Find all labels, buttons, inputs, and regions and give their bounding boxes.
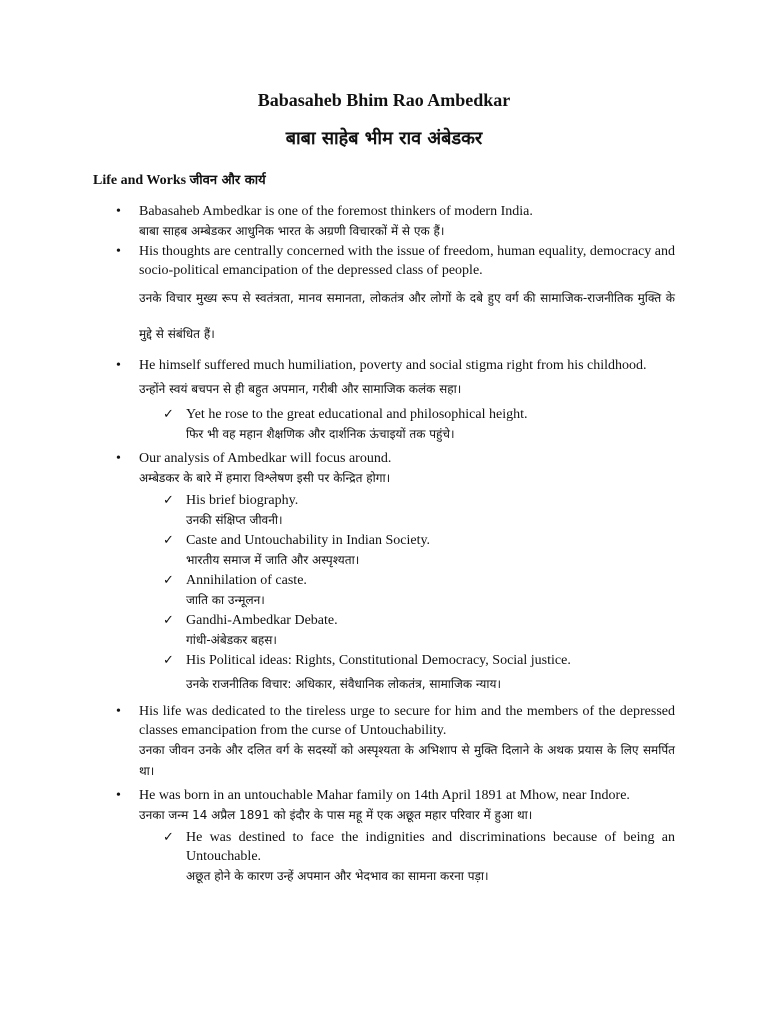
- bullet-text-english: He was born in an untouchable Mahar family on 14th April 1891 at Mhow, near Indore.: [139, 788, 630, 803]
- check-item: [139, 611, 675, 651]
- bullet-text-english: Babasaheb Ambedkar is one of the foremost thinkers of modern India.: [139, 204, 533, 219]
- check-text-english: Yet he rose to the great educational and philosophical height.: [186, 407, 528, 422]
- check-text-english: His Political ideas: Rights, Constitutional Democracy, Social justice.: [186, 653, 571, 668]
- bullet-item: [0, 702, 768, 782]
- checkmark-icon: ✓: [163, 493, 174, 508]
- bullet-item: [0, 202, 768, 242]
- bullet-text-hindi: उनका जन्म 14 अप्रैल 1891 को इंदौर के पास महू में एक अछूत महार परिवार में हुआ था।: [139, 808, 533, 822]
- check-text-hindi: उनकी संक्षिप्त जीवनी।: [186, 513, 283, 527]
- bullet-text-hindi: उनका जीवन उनके और दलित वर्ग के सदस्यों को अस्पृश्यता के अभिशाप से मुक्ति दिलाने के अथक प्रयास के लिए समर्पित था।: [139, 743, 675, 778]
- check-text-english: Gandhi-Ambedkar Debate.: [186, 613, 338, 628]
- section-heading-english: Life and Works: [93, 173, 187, 188]
- checkmark-icon: ✓: [163, 653, 174, 668]
- check-text-hindi: गांधी-अंबेडकर बहस।: [186, 633, 277, 647]
- bullet-text-hindi: उन्होंने स्वयं बचपन से ही बहुत अपमान, गरीबी और सामाजिक कलंक सहा।: [139, 382, 462, 396]
- check-list: [139, 405, 675, 445]
- bullet-text-hindi: बाबा साहब अम्बेडकर आधुनिक भारत के अग्रणी विचारकों में से एक हैं।: [139, 224, 445, 238]
- bullet-text-hindi: उनके विचार मुख्य रूप से स्वतंत्रता, मानव समानता, लोकतंत्र और लोगों के दबे हुए वर्ग की सामाजिक-राजनीतिक मुक्ति के मुद्दे से संबंधित हैं।: [139, 291, 675, 341]
- bullet-text-english: He himself suffered much humiliation, poverty and social stigma right from his childhood.: [139, 358, 647, 373]
- section-heading-hindi: जीवन और कार्य: [189, 173, 266, 188]
- check-text-english: His brief biography.: [186, 493, 299, 508]
- bullet-icon: •: [116, 204, 121, 219]
- bullet-item: [0, 786, 768, 887]
- check-text-hindi: जाति का उन्मूलन।: [186, 593, 265, 607]
- check-item: [139, 828, 675, 887]
- bullet-list: [0, 202, 768, 887]
- check-item: [139, 571, 675, 611]
- bullet-text-english: His thoughts are centrally concerned with the issue of freedom, human equality, democracy and socio-political emancipation of the depressed class of people.: [139, 244, 675, 278]
- document-title-hindi: बाबा साहेब भीम राव अंबेडकर: [285, 128, 483, 149]
- check-text-hindi: अछूत होने के कारण उन्हें अपमान और भेदभाव का सामना करना पड़ा।: [186, 869, 489, 883]
- bullet-icon: •: [116, 788, 121, 803]
- bullet-item: [0, 356, 768, 445]
- check-item: [139, 405, 675, 445]
- bullet-icon: •: [116, 244, 121, 259]
- bullet-icon: •: [116, 358, 121, 373]
- check-item: [139, 531, 675, 571]
- bullet-icon: •: [116, 704, 121, 719]
- check-text-english: He was destined to face the indignities and discriminations because of being an Untouchable.: [186, 830, 675, 864]
- bullet-text-english: His life was dedicated to the tireless urge to secure for him and the members of the depressed classes emancipation from the curse of Untouchability.: [139, 704, 675, 738]
- bullet-item: [0, 242, 768, 352]
- checkmark-icon: ✓: [163, 573, 174, 588]
- checkmark-icon: ✓: [163, 613, 174, 628]
- bullet-item: [0, 449, 768, 698]
- bullet-icon: •: [116, 451, 121, 466]
- checkmark-icon: ✓: [163, 407, 174, 422]
- check-list: [139, 828, 675, 887]
- check-text-hindi: उनके राजनीतिक विचार: अधिकार, संवैधानिक लोकतंत्र, सामाजिक न्याय।: [186, 677, 502, 691]
- check-text-english: Annihilation of caste.: [186, 573, 307, 588]
- check-list: [139, 491, 675, 698]
- check-text-hindi: भारतीय समाज में जाति और अस्पृश्यता।: [186, 553, 360, 567]
- section-heading: [93, 170, 266, 191]
- check-item: [139, 651, 675, 698]
- checkmark-icon: ✓: [163, 533, 174, 548]
- checkmark-icon: ✓: [163, 830, 174, 845]
- bullet-text-hindi: अम्बेडकर के बारे में हमारा विश्लेषण इसी पर केन्द्रित होगा।: [139, 471, 391, 485]
- bullet-list-container: [0, 202, 768, 887]
- check-item: [139, 491, 675, 531]
- check-text-english: Caste and Untouchability in Indian Society.: [186, 533, 431, 548]
- document-title: Babasaheb Bhim Rao Ambedkar: [257, 90, 511, 110]
- check-text-hindi: फिर भी वह महान शैक्षणिक और दार्शनिक ऊंचाइयों तक पहुंचे।: [186, 427, 455, 441]
- bullet-text-english: Our analysis of Ambedkar will focus around.: [139, 451, 392, 466]
